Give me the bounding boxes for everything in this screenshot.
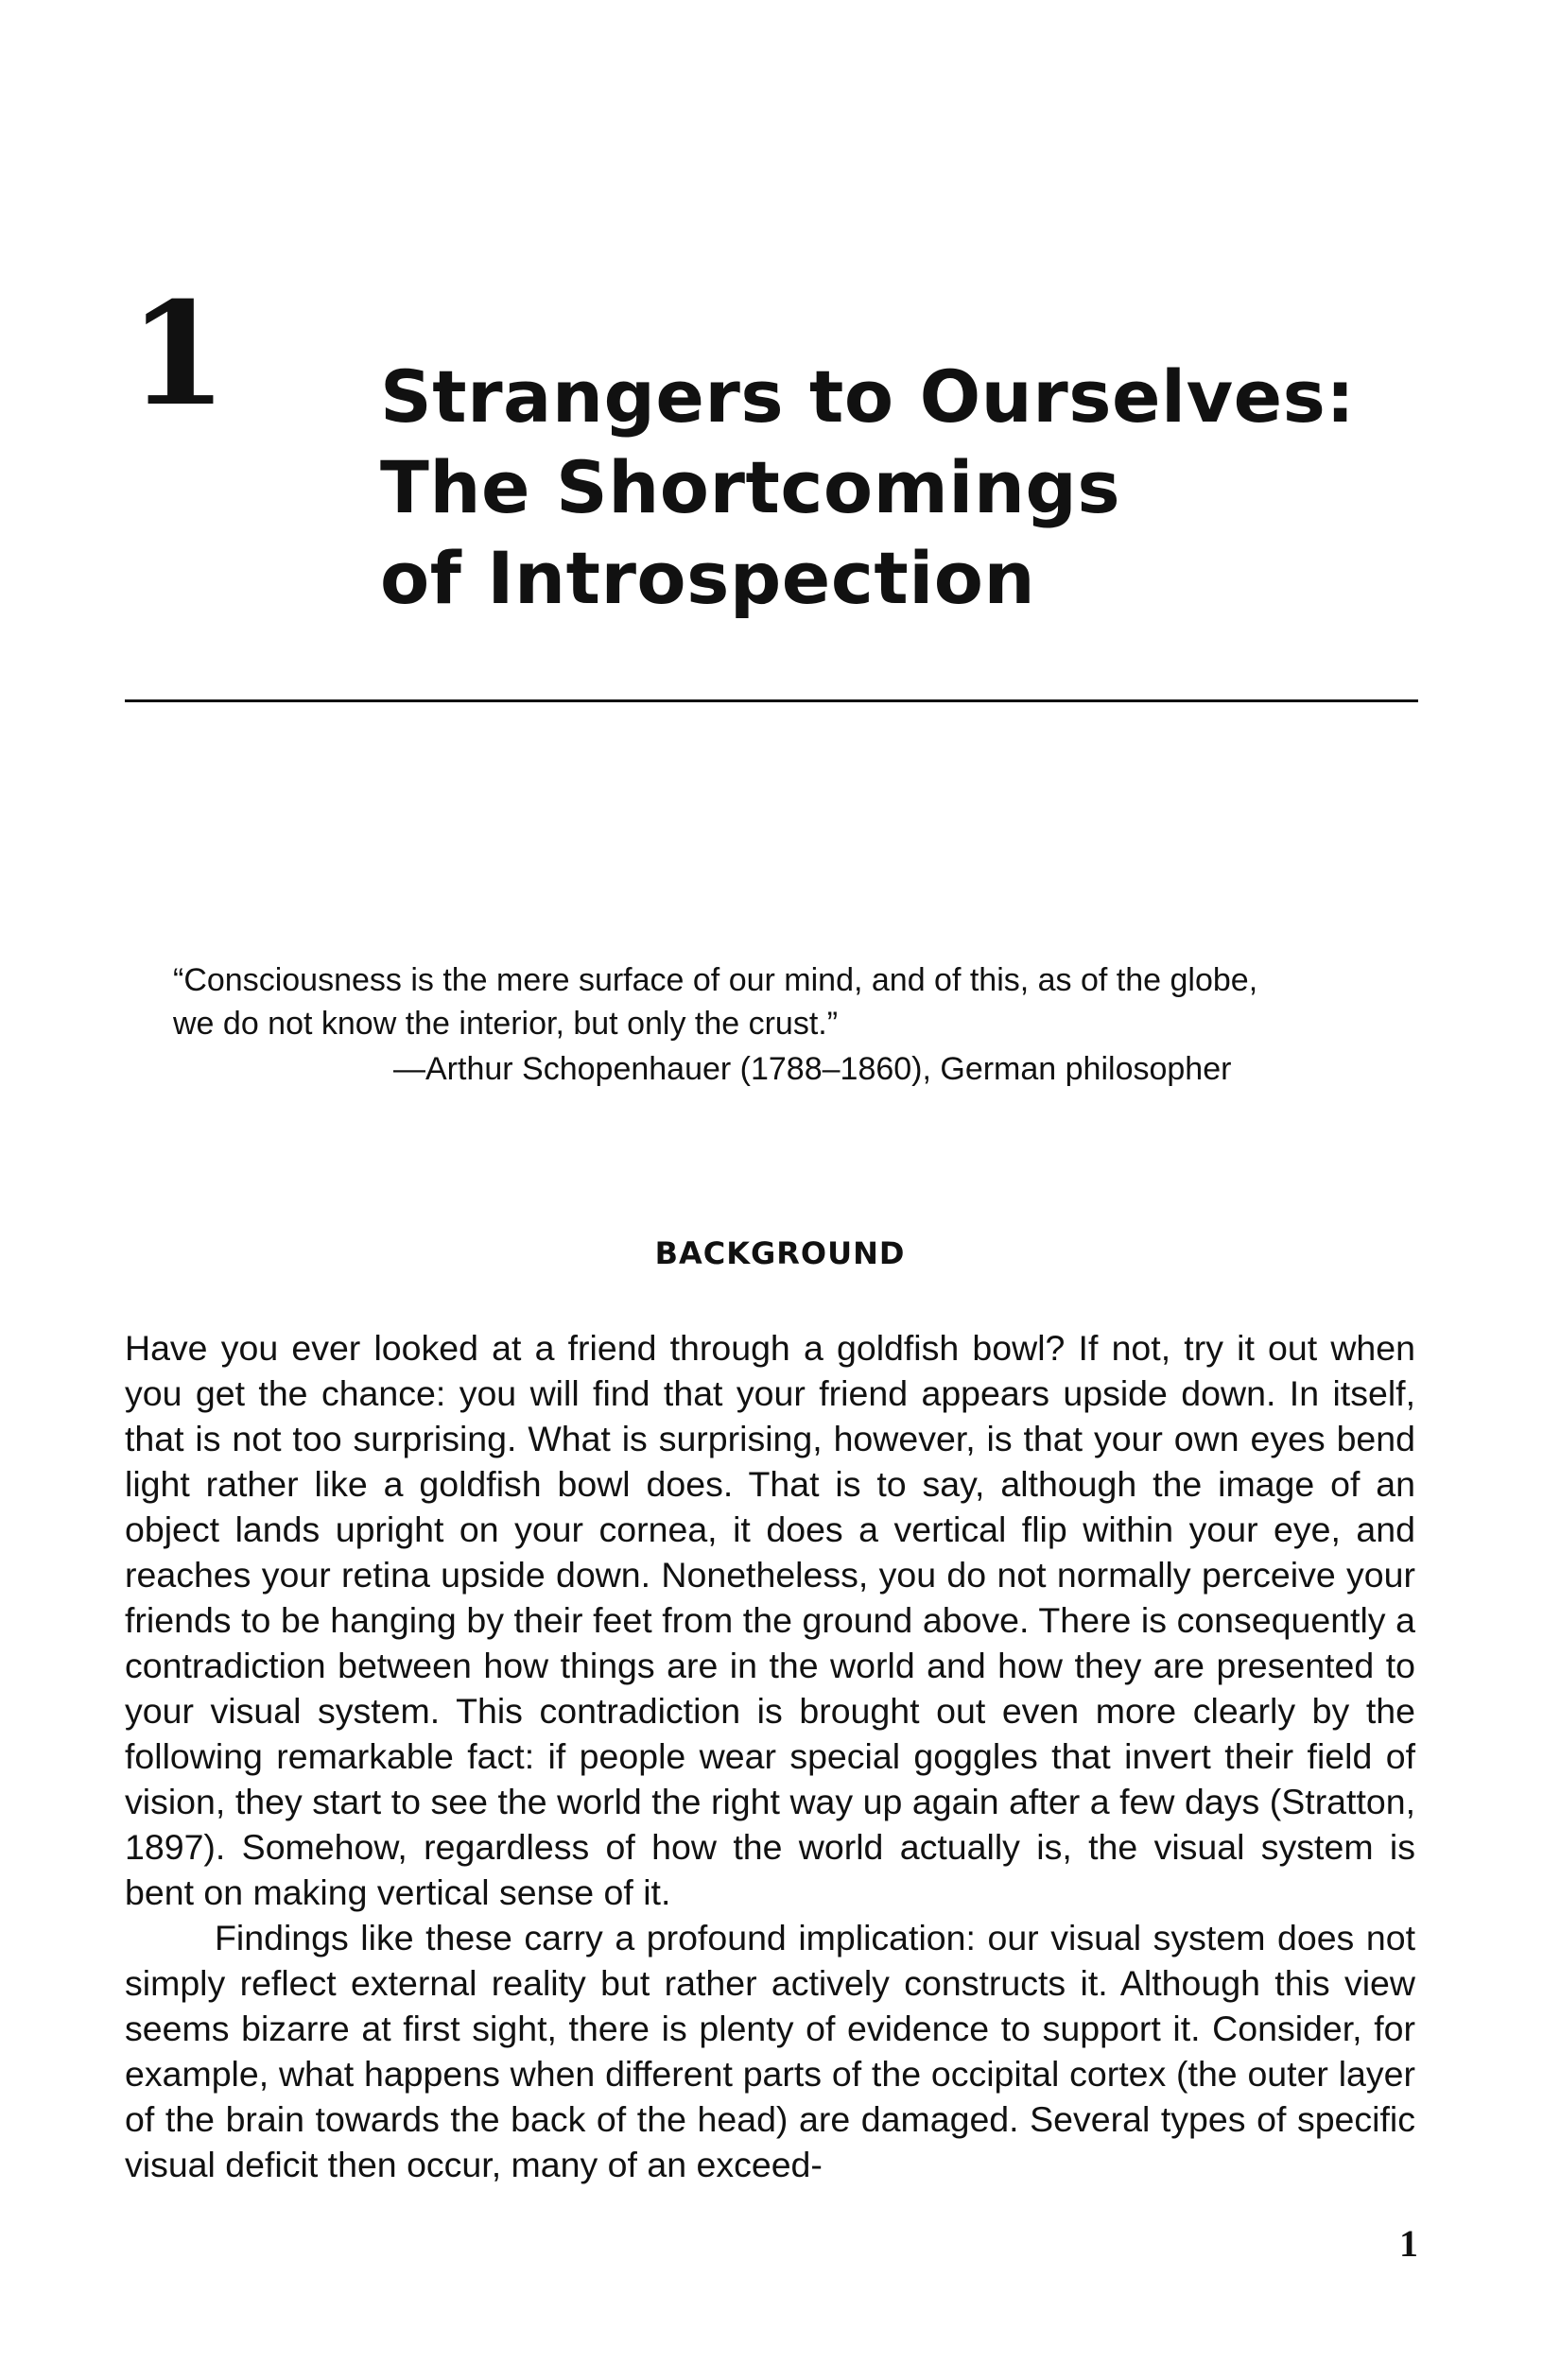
body-paragraph: Findings like these carry a profound implication: our visual system does not simply reflect external reality but rather actively constructs it. Although this view seems bizarre at first sight, there is plenty of evidence to support it. Consider, for example, what happens when different parts of the occipital cortex (the outer layer of the brain towards the back of the head) are damaged. Several types of specific visual deficit then occur, many of an exceed- <box>125 1918 1415 2184</box>
chapter-title <box>380 352 1430 624</box>
chapter-number: 1 <box>129 271 228 438</box>
section-heading: BACKGROUND <box>654 1235 906 1271</box>
chapter-title-line: of Introspection <box>380 536 1036 620</box>
epigraph-quote-line: we do not know the interior, but only the crust.” <box>173 1006 839 1042</box>
chapter-title-line: Strangers to Ourselves: <box>380 354 1356 439</box>
page-number: 1 <box>1399 2222 1418 2265</box>
title-rule <box>125 699 1418 702</box>
body-text <box>125 1325 1415 2187</box>
body-paragraph: Have you ever looked at a friend through a goldfish bowl? If not, try it out when you get the chance: you will find that your friend appears upside down. In itself, that is not too surprising. What is surprising, however, is that your own eyes bend light rather like a goldfish bowl does. That is to say, although the image of an object lands upright on your cornea, it does a vertical flip within your eye, and reaches your retina upside down. Nonetheless, you do not normally perceive your friends to be hanging by their feet from the ground above. There is consequently a contradiction between how things are in the world and how they are presented to your visual system. This contradiction is brought out even more clearly by the following remarkable fact: if people wear special goggles that invert their field of vision, they start to see the world the right way up again after a few days (Stratton, 1897). Somehow, regardless of how the world actually is, the visual system is bent on making vertical sense of it. <box>125 1328 1415 1912</box>
epigraph-quote-line: “Consciousness is the mere surface of our mind, and of this, as of the globe, <box>173 962 1258 998</box>
chapter-title-line: The Shortcomings <box>380 445 1121 529</box>
epigraph-attribution: —Arthur Schopenhauer (1788–1860), German philosopher <box>393 1051 1232 1087</box>
epigraph <box>173 958 1345 1091</box>
